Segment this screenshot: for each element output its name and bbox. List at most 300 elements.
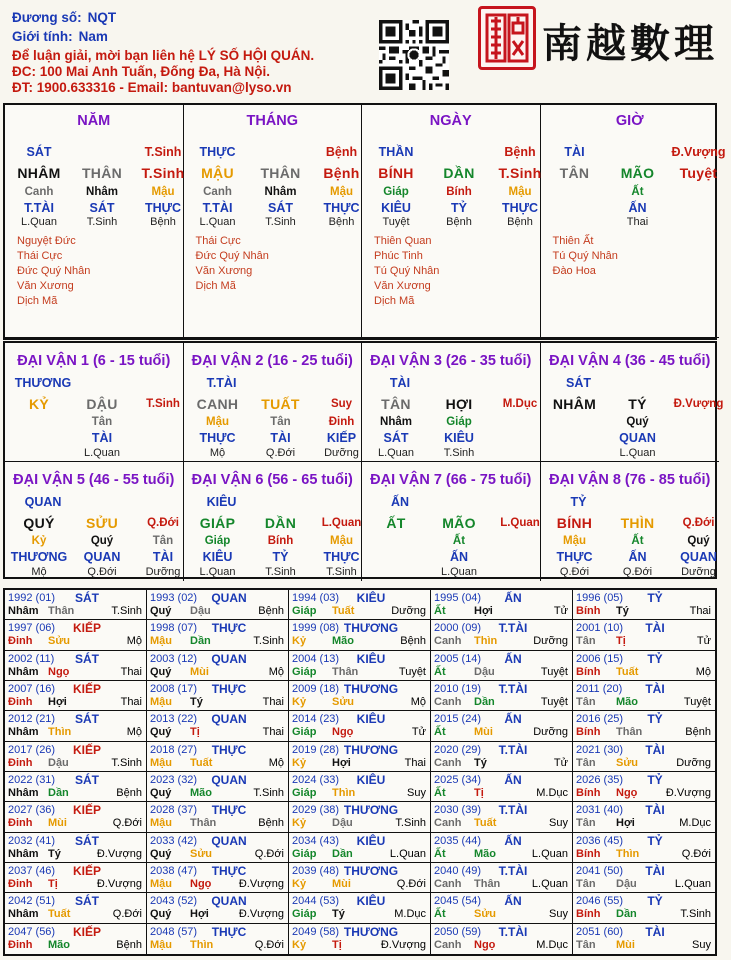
year-cell[interactable] <box>5 802 147 832</box>
year-chi: Ngọ <box>190 878 212 890</box>
gioi-tinh-value: Nam <box>78 29 108 44</box>
pillar-row2-item: NHÂM <box>17 165 61 181</box>
pillar-gods-item: KIÊU <box>381 201 411 215</box>
year-chi: Hợi <box>616 817 635 830</box>
year-god: KIÊU <box>356 712 386 727</box>
year-state: Suy <box>549 908 568 921</box>
dai-van-gods-item: THỰC <box>323 550 360 564</box>
dai-van-states-item: Q.Đới <box>622 566 653 578</box>
dai-van-hidden-item: Tân <box>152 535 174 547</box>
year-label: 2024 (33) <box>292 774 340 786</box>
year-state: Mộ <box>695 665 711 678</box>
year-cell[interactable] <box>573 620 715 650</box>
year-label: 2010 (19) <box>434 683 482 695</box>
year-chi: Hợi <box>332 756 351 769</box>
year-chi: Dần <box>332 847 353 860</box>
year-state: Mộ <box>410 696 426 708</box>
dai-van-states-item: L.Quan <box>440 566 478 578</box>
year-chi: Ngọ <box>616 787 638 799</box>
year-god: TÀI <box>645 924 665 939</box>
dai-van-god: SÁT <box>566 376 591 390</box>
year-label: 1997 (06) <box>8 622 56 635</box>
year-cell[interactable] <box>431 620 573 650</box>
year-can: Canh <box>434 696 462 708</box>
dai-van-gods-item: QUAN <box>680 550 717 564</box>
year-cell[interactable] <box>431 893 573 923</box>
year-chi: Dần <box>48 787 69 799</box>
dai-van-states-item: T.Sinh <box>443 447 475 459</box>
pillar-row1-item: Đ.Vượng <box>671 145 726 159</box>
year-state: Đ.Vượng <box>665 787 711 799</box>
annual-luck-table <box>3 588 717 956</box>
dai-van-gods-item: KIÊU <box>202 550 233 564</box>
year-god: QUAN <box>211 591 247 605</box>
year-god: KIÊU <box>356 773 386 787</box>
pillar-row2-item: TÂN <box>559 165 590 181</box>
year-cell[interactable] <box>289 590 431 620</box>
year-can: Mậu <box>150 756 172 769</box>
year-state: Đ.Vượng <box>380 938 426 951</box>
year-god: TỶ <box>647 773 663 787</box>
dai-van-title: ĐẠI VẬN 8 (76 - 85 tuổi) <box>549 472 711 488</box>
year-cell[interactable] <box>5 833 147 863</box>
year-label: 2009 (18) <box>292 683 340 695</box>
dai-van-states-item: T.Sinh <box>265 566 296 578</box>
year-cell[interactable] <box>573 893 715 923</box>
dai-van-cell <box>184 462 363 581</box>
year-chi: Ngọ <box>332 726 354 739</box>
year-label: 1993 (02) <box>150 592 198 604</box>
pillar-star: Văn Xương <box>17 280 74 292</box>
year-cell[interactable] <box>431 711 573 741</box>
dai-van-hidden-item: Quý <box>626 416 649 428</box>
year-cell[interactable] <box>289 651 431 681</box>
year-label: 2048 (57) <box>150 925 198 938</box>
year-cell[interactable] <box>147 590 289 620</box>
pillar-cell <box>5 105 184 338</box>
year-state: Q.Đới <box>112 817 142 830</box>
year-cell[interactable] <box>147 681 289 711</box>
year-label: 2030 (39) <box>434 804 482 817</box>
year-state: Suy <box>692 938 711 951</box>
year-cell[interactable] <box>289 772 431 802</box>
year-god: T.TÀI <box>498 621 528 636</box>
year-state: Tuyệt <box>683 696 711 708</box>
year-label: 1999 (08) <box>292 622 340 635</box>
dai-van-cell <box>5 343 184 462</box>
year-state: Tử <box>553 756 568 769</box>
dai-van-state: M.Dục <box>502 398 538 410</box>
year-can: Tân <box>576 756 596 769</box>
dai-van-states-item: Mộ <box>31 566 47 578</box>
year-chi: Ngọ <box>474 938 496 951</box>
year-cell[interactable] <box>573 590 715 620</box>
year-chi: Tý <box>474 756 487 769</box>
year-chi: Mão <box>48 938 70 951</box>
pillar-cell <box>541 105 726 338</box>
year-chi: Dần <box>616 908 637 921</box>
year-label: 2007 (16) <box>8 683 56 695</box>
year-god: T.TÀI <box>498 742 528 757</box>
year-chi: Thân <box>48 605 75 617</box>
year-can: Quý <box>150 787 172 799</box>
dai-van-states-item: L.Quan <box>377 447 415 459</box>
year-cell[interactable] <box>431 681 573 711</box>
year-cell[interactable] <box>5 681 147 711</box>
pillar-star: Dịch Mã <box>374 295 415 307</box>
dai-van-gods-item: QUAN <box>619 431 656 445</box>
year-cell[interactable] <box>289 833 431 863</box>
year-cell[interactable] <box>289 924 431 954</box>
dai-van-states-item: Q.Đới <box>87 566 117 578</box>
dai-van-hidden-item: Mậu <box>563 535 586 547</box>
year-state: Đ.Vượng <box>238 878 284 890</box>
year-can: Kỷ <box>292 938 307 951</box>
year-cell[interactable] <box>431 590 573 620</box>
year-label: 2039 (48) <box>292 865 340 877</box>
address-line: ĐC: 100 Mai Anh Tuấn, Đống Đa, Hà Nội. <box>12 64 271 79</box>
year-chi: Thìn <box>48 726 72 739</box>
year-can: Mậu <box>150 817 172 830</box>
year-state: Thai <box>262 726 284 739</box>
year-state: Thai <box>689 605 711 617</box>
pillar-states-item: Bệnh <box>328 216 355 228</box>
year-chi: Thìn <box>190 938 214 951</box>
year-chi: Thân <box>332 665 359 678</box>
dai-van-gods-item: THƯƠNG <box>10 550 68 564</box>
dai-van-chi: MÃO <box>442 515 476 531</box>
dai-van-gods-item: KIẾP <box>326 431 357 445</box>
pillar-star: Thiên Quan <box>374 235 432 247</box>
pillar-title: NĂM <box>77 113 111 129</box>
year-cell[interactable] <box>431 833 573 863</box>
year-cell[interactable] <box>147 620 289 650</box>
year-state: T.Sinh <box>395 817 426 830</box>
pillar-states-item: Bệnh <box>507 216 533 228</box>
dai-van-gods-item: TỶ <box>272 550 289 564</box>
pillar-hidden-item: Mậu <box>508 186 532 198</box>
year-god: SÁT <box>75 894 99 909</box>
year-god: THỰC <box>211 742 247 757</box>
year-cell[interactable] <box>147 893 289 923</box>
year-chi: Thìn <box>616 847 640 860</box>
pillar-row1-item: T.Sinh <box>144 145 182 159</box>
year-cell[interactable] <box>5 924 147 954</box>
year-state: Mộ <box>126 635 142 648</box>
year-label: 2027 (36) <box>8 804 56 817</box>
year-chi: Hợi <box>190 908 209 921</box>
dai-van-hidden-item: Đinh <box>328 416 355 428</box>
pillar-star: Đức Quý Nhân <box>195 250 269 262</box>
dai-van-chi: SỬU <box>86 515 118 531</box>
year-can: Giáp <box>292 787 317 799</box>
year-chi: Mùi <box>332 878 351 890</box>
year-can: Tân <box>576 696 596 708</box>
dai-van-god: TÀI <box>389 376 411 390</box>
year-cell[interactable] <box>573 651 715 681</box>
year-cell[interactable] <box>289 863 431 893</box>
year-state: Bệnh <box>258 605 284 617</box>
year-cell[interactable] <box>431 742 573 772</box>
year-state: Tử <box>553 605 568 617</box>
year-can: Canh <box>434 938 462 951</box>
pillar-star: Đào Hoa <box>552 265 596 277</box>
pillar-hidden-item: Ất <box>631 186 644 198</box>
year-state: Suy <box>549 817 568 830</box>
year-chi: Sửu <box>190 847 213 860</box>
year-can: Quý <box>150 726 172 739</box>
year-state: T.Sinh <box>680 908 711 921</box>
year-cell[interactable] <box>5 742 147 772</box>
year-cell[interactable] <box>573 742 715 772</box>
pillar-star: Dịch Mã <box>195 280 236 292</box>
year-state: Bệnh <box>685 726 711 739</box>
year-can: Đinh <box>8 635 33 648</box>
dai-van-hidden-item: Bính <box>267 535 294 547</box>
year-state: Tuyệt <box>540 696 568 708</box>
year-state: Dưỡng <box>533 635 568 648</box>
year-god: THƯƠNG <box>343 621 399 636</box>
pillar-star: Phúc Tinh <box>374 250 423 262</box>
pillar-gods-item: TỶ <box>451 201 467 215</box>
pillar-star: Tú Quý Nhân <box>374 265 440 277</box>
dai-van-cell <box>5 462 184 581</box>
year-can: Mậu <box>150 635 172 648</box>
year-cell[interactable] <box>289 681 431 711</box>
year-chi: Tý <box>48 847 61 860</box>
pillar-title: GIỜ <box>615 113 644 129</box>
year-cell[interactable] <box>147 802 289 832</box>
year-can: Ất <box>434 605 446 617</box>
pillar-hidden-item: Nhâm <box>264 186 297 198</box>
year-can: Đinh <box>8 817 33 830</box>
year-state: L.Quan <box>674 878 711 890</box>
pillar-gods-item: THỰC <box>144 201 182 215</box>
pillar-row2-item: THÂN <box>260 165 301 181</box>
year-chi: Tị <box>332 938 342 951</box>
year-state: Dưỡng <box>391 605 426 617</box>
year-state: Bệnh <box>116 938 142 951</box>
year-state: L.Quan <box>389 847 426 860</box>
dai-van-hidden-item: Mậu <box>206 416 229 428</box>
year-state: Q.Đới <box>254 847 284 860</box>
year-state: Mộ <box>126 726 142 739</box>
year-god: TÀI <box>645 803 665 818</box>
dai-van-states-item: L.Quan <box>199 566 236 578</box>
year-cell[interactable] <box>431 651 573 681</box>
year-label: 2047 (56) <box>8 925 56 938</box>
dai-van-title: ĐẠI VẬN 3 (26 - 35 tuổi) <box>370 353 532 369</box>
year-state: Mộ <box>268 756 284 769</box>
gioi-tinh-line <box>12 29 108 45</box>
year-can: Giáp <box>292 908 317 921</box>
dai-van-gods-item: KIÊU <box>444 431 474 445</box>
dai-van-states-item: Dưỡng <box>145 566 181 578</box>
year-cell[interactable] <box>573 833 715 863</box>
year-state: Đ.Vượng <box>96 878 142 890</box>
four-pillars-panel <box>3 103 726 340</box>
dai-van-hidden-item: Ất <box>452 535 466 547</box>
dai-van-states-item: Mộ <box>209 447 226 459</box>
pillar-gods-item: THỰC <box>323 201 360 215</box>
year-cell[interactable] <box>147 833 289 863</box>
year-label: 2021 (30) <box>576 743 624 756</box>
dai-van-gods-item: TÀI <box>152 550 174 564</box>
year-cell[interactable] <box>147 651 289 681</box>
pillar-cell <box>184 105 363 338</box>
year-state: M.Dục <box>394 908 426 921</box>
dai-van-cell <box>362 462 541 581</box>
year-cell[interactable] <box>573 711 715 741</box>
year-cell[interactable] <box>289 893 431 923</box>
year-chi: Dần <box>474 696 495 708</box>
pillar-row1-item: SÁT <box>26 145 52 159</box>
pillar-row2-item: Tuyệt <box>679 165 718 181</box>
dai-van-states-item: L.Quan <box>619 447 656 459</box>
year-cell[interactable] <box>147 924 289 954</box>
dai-van-chi: TÝ <box>628 396 647 412</box>
pillar-hidden-item: Giáp <box>383 186 409 198</box>
year-state: Tuyệt <box>540 665 568 678</box>
dai-van-god: KIÊU <box>206 495 237 509</box>
year-cell[interactable] <box>431 924 573 954</box>
dai-van-states-item: Q.Đới <box>265 447 296 459</box>
pillar-star: Nguyệt Đức <box>17 235 76 247</box>
year-god: TÀI <box>645 682 665 696</box>
year-god: T.TÀI <box>498 803 528 818</box>
pillar-states-item: L.Quan <box>199 216 236 228</box>
year-label: 1994 (03) <box>292 592 340 604</box>
year-label: 2049 (58) <box>292 925 340 938</box>
year-god: KIẾP <box>72 864 101 878</box>
header <box>0 0 720 100</box>
year-can: Canh <box>434 635 462 648</box>
year-cell[interactable] <box>573 681 715 711</box>
year-cell[interactable] <box>431 863 573 893</box>
year-state: Q.Đới <box>681 847 711 860</box>
year-state: Mộ <box>268 665 284 678</box>
pillar-gods-item: THỰC <box>501 201 539 215</box>
year-can: Nhâm <box>8 726 39 739</box>
year-label: 2050 (59) <box>434 925 482 938</box>
dai-van-can: CANH <box>196 396 239 412</box>
year-cell[interactable] <box>5 893 147 923</box>
year-cell[interactable] <box>289 711 431 741</box>
year-can: Mậu <box>150 938 172 951</box>
year-state: M.Dục <box>536 938 568 951</box>
year-god: ẤN <box>504 591 522 605</box>
dai-van-state: Q.Đới <box>682 517 715 529</box>
year-state: Q.Đới <box>254 938 284 951</box>
year-label: 2019 (28) <box>292 743 340 756</box>
dai-van-hidden-item: Tân <box>270 416 291 428</box>
dai-van-chi: THÌN <box>620 515 655 531</box>
year-cell[interactable] <box>5 590 147 620</box>
dai-van-title: ĐẠI VẬN 6 (56 - 65 tuổi) <box>191 472 353 488</box>
year-god: TỶ <box>647 833 663 848</box>
phone-email-line[interactable]: ĐT: 1900.633316 - Email: bantuvan@lyso.vn <box>12 80 292 95</box>
pillar-gods-item: ẤN <box>628 201 647 215</box>
year-cell[interactable] <box>5 772 147 802</box>
year-cell[interactable] <box>573 772 715 802</box>
dai-van-states-item: Q.Đới <box>559 566 590 578</box>
year-chi: Mùi <box>474 726 493 739</box>
year-chi: Tý <box>616 605 629 617</box>
year-chi: Thân <box>474 878 501 890</box>
year-cell[interactable] <box>573 924 715 954</box>
year-cell[interactable] <box>5 651 147 681</box>
dai-van-hidden-item: Giáp <box>204 535 231 547</box>
year-cell[interactable] <box>289 620 431 650</box>
qr-code-icon[interactable] <box>379 20 449 90</box>
pillar-row1-item: Bệnh <box>325 145 358 159</box>
year-chi: Tị <box>616 635 626 648</box>
year-cell[interactable] <box>573 802 715 832</box>
year-cell[interactable] <box>573 863 715 893</box>
pillar-row2-item: MÃO <box>620 165 655 181</box>
year-label: 2017 (26) <box>8 743 56 756</box>
year-label: 2045 (54) <box>434 895 482 908</box>
year-god: THƯƠNG <box>343 682 399 696</box>
year-cell[interactable] <box>5 863 147 893</box>
year-label: 2032 (41) <box>8 834 56 847</box>
year-cell[interactable] <box>147 711 289 741</box>
year-chi: Sửu <box>332 696 355 708</box>
year-label: 2011 (20) <box>576 683 623 695</box>
year-label: 2031 (40) <box>576 804 624 817</box>
duong-so-line <box>12 10 116 26</box>
dai-van-state: Đ.Vượng <box>673 398 724 410</box>
dai-van-gods-item: SÁT <box>383 431 409 445</box>
year-label: 1995 (04) <box>434 592 482 604</box>
pillar-hidden-item: Bính <box>446 186 472 198</box>
dai-van-hidden-item: Nhâm <box>380 416 412 428</box>
year-label: 2037 (46) <box>8 865 56 877</box>
year-cell[interactable] <box>431 772 573 802</box>
year-cell[interactable] <box>147 863 289 893</box>
year-god: TỶ <box>647 894 663 909</box>
year-cell[interactable] <box>289 742 431 772</box>
year-chi: Dậu <box>474 665 495 678</box>
year-can: Ất <box>434 787 446 799</box>
year-state: T.Sinh <box>253 635 284 648</box>
pillar-row2-item: BÍNH <box>378 165 414 181</box>
dai-van-can: QUÝ <box>23 515 55 531</box>
year-god: KIẾP <box>72 621 101 636</box>
year-cell[interactable] <box>147 772 289 802</box>
year-chi: Sửu <box>48 635 71 648</box>
pillar-states-item: Bệnh <box>150 216 176 228</box>
contact-line: Để luận giải, mời bạn liên hệ LÝ SỐ HỘI QUÁN. <box>12 48 315 63</box>
year-label: 2004 (13) <box>292 652 340 665</box>
year-cell[interactable] <box>5 620 147 650</box>
dai-van-gods-item: ẤN <box>628 550 647 564</box>
year-cell[interactable] <box>431 802 573 832</box>
year-can: Giáp <box>292 726 317 739</box>
year-label: 2041 (50) <box>576 865 624 877</box>
year-chi: Thìn <box>332 787 356 799</box>
year-can: Mậu <box>150 878 172 890</box>
year-can: Ất <box>434 908 446 921</box>
year-cell[interactable] <box>289 802 431 832</box>
year-can: Quý <box>150 847 172 860</box>
year-can: Quý <box>150 908 172 921</box>
year-cell[interactable] <box>5 711 147 741</box>
dai-van-cell <box>184 343 363 462</box>
year-god: SÁT <box>75 833 99 848</box>
year-god: TỶ <box>647 651 663 666</box>
year-cell[interactable] <box>147 742 289 772</box>
